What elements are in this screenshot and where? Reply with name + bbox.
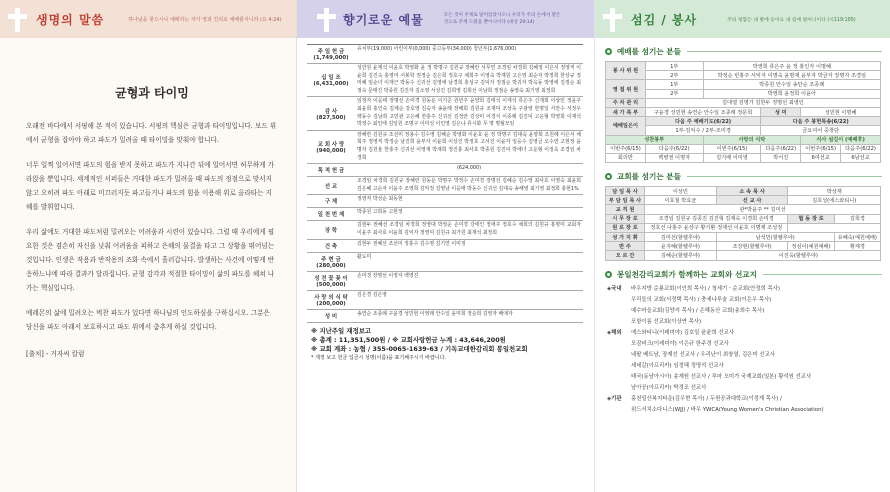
mission-category: ◈기관 xyxy=(607,395,622,402)
offering-amount: (6,431,000) xyxy=(313,81,349,88)
offering-donors: 장혜란 김원규 조선미 정용수 김수영 김혜순 박영화 이윤호 윤 정 박명구 김대숙 윤양희 조원례 이은서 채희주 정영직 박정순 남진희 윤부자 이윤희 이상진 박정호 고서진 이윤자 임응수 김영금 오수연 고현정 윤명자 김원율 한홍주 신귀선 이영재 박재희 정진홍 최사호 박종원 김진덕 박에녀 고운형 이정욱 조경임 차경희 xyxy=(357,131,581,161)
service-header xyxy=(595,0,890,38)
mission-text: 예수마을교회(김양지 목사) / 은혜동산 교회(송희수 목사) xyxy=(631,307,765,314)
mission-text: 바우지방 순룡교회(이인희 목사) / 청세기ㆍ순교회(안정희 목사) xyxy=(631,285,780,292)
offering-row xyxy=(307,131,583,164)
offering-donors: 임정자 이을태 장명선 손미경 원동운 이기준 원빈주 윤양희 김태석 이재석 류은주 신재희 이상민 정윤주 최윤희 홍인숙 김계순 강호영 김숙자 송윤례 장해희 김원규 조재덕 조상욱 구광영 한명일 서만수 서정우 백동수 김남희 고민관 고은혜 한홍주 신귀선 김정란 김상미 이경식 이종례 김진덕 고운형 박영희 이재석 박정수 최인태 김일원 조명구 이미성 이인영 김은냐 류시화 무 명 명월모임 xyxy=(357,98,581,128)
mission-text: 네팔 베트남, 장재선 선교사 / 우리난이 최창열, 김은미 선교사 xyxy=(631,351,775,358)
mission-category xyxy=(607,295,631,306)
offering-category-name: 구 제 xyxy=(324,199,338,206)
mission-item xyxy=(607,372,890,383)
sermon-paragraph: 오래전 바다에서 서핑해 본 적이 있습니다. 서핑의 핵심은 균형과 타이밍입니다. 보드 위에서 균형을 잡아야 하고 파도가 밀려올 때 타이밍을 맞춰야 합니다. xyxy=(26,122,277,144)
offering-donors: 성만원 윤재석 이윤호 박영화 윤 정 박명구 김원규 장혜란 서무연 조경임 차경희 김혜정 이은서 정영직 이윤희 김진숙 홍영미 서봉학 권정순 김은희 정호구 채희주 이영숙 박재원 고은영 최순자 박정희 한상규 정미혜 임순녀 이재근 박동수 신귀선 김영애 남경희 홍성구 김덕자 정점순 박귀자 박옥동 박영애 김정순 최정숙 문태진 박종원 김진자 김소영 서상진 김희영 김희선 이남희 정점순 송영숙 최기영 최정희 xyxy=(357,65,581,94)
bullet-icon xyxy=(605,271,612,278)
sermon-panel xyxy=(0,0,297,492)
offering-category-name: 일 천 번 제 xyxy=(317,212,345,219)
mission-category xyxy=(607,317,631,328)
offering-category-name: 건 축 xyxy=(324,243,338,250)
mission-item xyxy=(607,405,890,416)
offering-donors: 유치부(19,000) 어린이부(0,000) 중고등부(34,000) 청년부(1,676,000) xyxy=(357,46,517,52)
mission-item xyxy=(607,317,890,328)
mission-text: 우리들의 교회(서정택 목사) / 충세나루술 교회(이은우 목사) xyxy=(631,296,772,303)
offering-table xyxy=(307,44,583,323)
mission-category: ◈해외 xyxy=(607,329,622,336)
offering-panel xyxy=(297,0,595,492)
section-title: 봉일천감리교회가 함께하는 교회와 선교지 xyxy=(617,269,757,279)
section-title: 예배를 섬기는 분들 xyxy=(617,47,681,56)
mission-text: 위드서치소다니스(WJJ) / 바우 YWCA(Young Women's Christian Association) xyxy=(631,406,824,413)
mission-list xyxy=(607,284,890,416)
mission-category: ◈국내 xyxy=(607,285,622,292)
summary-line: ※ 교회 계좌 : 농협 / 355-0065-1639-63 / 기독교대한감리회 봉일천교회 xyxy=(311,344,528,353)
offering-category-name: 성 미 xyxy=(324,313,338,320)
mission-item xyxy=(607,295,890,306)
mission-item xyxy=(607,361,890,372)
offering-category xyxy=(307,177,355,194)
offering-row xyxy=(307,164,583,177)
service-header-verse: 주의 청함은 내 발에 등이요 내 길에 빛이니이다 (시119:105) xyxy=(727,17,856,23)
mission-category xyxy=(607,372,631,383)
mission-item xyxy=(607,306,890,317)
service-panel xyxy=(595,0,890,492)
offering-row xyxy=(307,272,583,291)
offering-amount: (827,500) xyxy=(316,114,346,121)
offering-category-name: 주 현 금 xyxy=(321,256,341,263)
offering-category-name: 주 일 헌 금 xyxy=(317,49,345,55)
offering-row xyxy=(307,253,583,272)
church-servers-table: 담 임 목 사 이상민 소 속 목 사 박상재 부 담 임 목 사 이효철 박효균 선 교 사 김호성(에스와티니) 교 직 원 관*박윤주 ** 김미선 시 무 장 로 조경임 김원규 김종진 김진혁 김재숙 이경희 손미경 협 동 장 로 김희경 원 로 장 로 정호선 나홍주 윤상구 황기환 정재선 이윤호 이명재 조성정 성 가 지 휘 김미선(할렐루야) 남석민(할렐루야) 유혜숙(예원예배) 반 주 윤지혜(할렐루야) 조강현(할렐루야) 정심이(예원예배) 황재경 오 르 간 김혜순(할렐루야) 이진옥(할렐루야) xyxy=(605,186,881,261)
sermon-paragraph: 우리 삶에도 거대한 파도처럼 밀려오는 어려움과 시련이 있습니다. 그럴 때 우리에게 필요한 것은 겸손히 자신을 낮춰 어려움을 피하고 은혜의 물결을 타고 그 상황을 뛰어넘는 것입니다. 인생은 작용과 반작용의 조화 속에서 흘러갑니다. 발생하는 사건에 어떻게 반응하느냐에 따라 결과가 달라집니다. 균형 감각과 적절한 타이밍이 삶의 파도를 헤쳐 나가는 핵심입니다. xyxy=(26,228,275,292)
summary-line: ※ 지난주일 재정보고 xyxy=(311,326,372,335)
sermon-paragraph: 예레몬의 삶에 밀려오는 벅찬 파도가 있다면 하나님의 인도하심을 구하십시오. 그분은 당신을 파도 아래서 보호하시고 파도 위에서 춤추게 하실 것입니다. xyxy=(26,309,270,331)
offering-row xyxy=(307,221,583,239)
offering-category xyxy=(307,131,355,163)
offering-category xyxy=(307,195,355,207)
section-heading xyxy=(605,46,890,57)
offering-category xyxy=(307,164,355,176)
offering-category-name: 교 회 사 랑 xyxy=(317,141,345,148)
offering-amount: (940,000) xyxy=(316,147,346,154)
offering-category xyxy=(307,64,355,96)
cross-icon xyxy=(6,6,28,32)
mission-item xyxy=(607,284,890,295)
offering-category xyxy=(307,272,355,290)
offering-amount: (500,000) xyxy=(316,281,346,288)
mission-text: 에스와티니(이레미야) 김호일 윤윤희 선교사 xyxy=(631,329,735,336)
offering-donors: 활도미 xyxy=(357,253,372,260)
offering-category xyxy=(307,240,355,252)
sermon-title: 균형과 타이밍 xyxy=(115,86,189,100)
sermon-header xyxy=(0,0,296,38)
offering-amount: (200,000) xyxy=(316,300,346,307)
offering-row xyxy=(307,291,583,310)
mission-item xyxy=(607,328,890,339)
offering-category-name: 감 사 xyxy=(324,108,338,115)
offering-category xyxy=(307,310,355,322)
service-header-title: 섬김 / 봉사 xyxy=(631,12,698,27)
section-title: 교회를 섬기는 분들 xyxy=(617,172,681,182)
summary-note: * 재정 보고 헌금 입금시 성명(이름)을 표기해주시기 바랍니다. xyxy=(311,354,447,361)
mission-category xyxy=(607,383,631,394)
worship-servers-table: 봉 사 위 원 1부 박영희 류은주 윤 정 홍인자 이명혜 2부 박정순 빈홍주 서익자 이명숙 윤명재 윤부자 박금자 장명자 조경임 영 접 위 원 1부 박종원 안수일 송안순 조종례 2부 박영희 윤정희 이윤아 주 차 관 리 김대열 김명가 김한두 정명선 최영인 새 가 족 부 구윤경 성민현 송연순 안수일 조종례 정문희 성 미 성민현 이명혜 예배일은이 다음 주 예배기도(6/22) 다음 주 봉헌특송(6/22) 1부-김익수 / 2부-조미경 금요여어 중창단 성찬봉투 사랑의 식탁 식사 섬김이 (예배후) 이번주(6/15) 다음주(6/22) 이번주(6/15) 다음주(6/22) 이번주(6/15) 다음주(6/22) 회의반 백병권 이명자 김기배 이미영 박서진 6여선교 6남선교 xyxy=(605,61,881,163)
offering-donors: 조경임 차경희 김원규 장혜란 원동운 박명구 박정수 손미경 장명선 김혜순 김수영 최사호 이영숙 최윤희 김은혜 고순자 이윤주 조영희 김익정 김영남 이을태 박동수 신귀선 김대숙 송해영 최기영 최정희 홍현1% xyxy=(357,178,581,192)
sermon-paragraph: 너무 일찍 일어서면 파도의 힘을 받지 못하고 파도가 지나간 뒤에 일어서면 허무하게 가라앉을 뿐입니다. 세계적인 서퍼들은 거대한 파도가 밀려올 때 파도의 정점으로 맞서지 않고 오히려 파도 아래로 미끄러지듯 파고들거나 파도의 힘을 이용해 위로 올라타는 지혜를 발휘합니다. xyxy=(26,161,275,211)
mission-category xyxy=(607,306,631,317)
mission-category xyxy=(607,361,631,372)
mission-text: 남아공(아프리카) 박경조 선교사 xyxy=(631,384,707,391)
sermon-source: [출처] - 거자씨 칼럼 xyxy=(26,350,85,358)
offering-category xyxy=(307,291,355,309)
offering-category-name: 목 적 헌 금 xyxy=(317,168,345,175)
offering-category xyxy=(307,208,355,220)
offering-category xyxy=(307,221,355,238)
offering-category xyxy=(307,45,355,63)
offering-category-name: 사 랑 의 식 탁 xyxy=(314,294,348,301)
offering-row xyxy=(307,208,583,221)
offering-donors: (624,000) xyxy=(456,165,482,172)
mission-text: 홍천일산복지타운(김우현 목사) / 두원공과대학교(이정재 목사) / xyxy=(631,395,782,402)
offering-donors: 김은경 김은영 xyxy=(357,291,387,298)
cross-icon xyxy=(601,6,623,32)
section-heading xyxy=(605,171,890,182)
sermon-header-title: 생명의 말씀 xyxy=(36,12,105,27)
offering-category-name: 십 일 조 xyxy=(321,75,341,82)
offering-row xyxy=(307,177,583,195)
offering-row xyxy=(307,240,583,253)
offering-header xyxy=(297,0,594,38)
offering-header-title: 향기로운 예물 xyxy=(343,12,424,27)
offering-donors: 김현두 권혜선 조선미 정홍수 김수영 김기연 이미정 xyxy=(357,240,466,247)
offering-amount: (1,749,000) xyxy=(313,55,349,61)
offering-row xyxy=(307,97,583,130)
mission-text: 포항이름 선교회(이상연 목사) xyxy=(631,318,702,325)
offering-row xyxy=(307,310,583,323)
offering-donors: 정영직 박성순 최동현 xyxy=(357,196,403,203)
bullet-icon xyxy=(605,173,612,180)
offering-header-verse: 모든 것이 주께로 말미암았사오니 우리가 주의 손에서 받은 것으로 주께 드렸을 뿐이니이다 (대상 29:14) xyxy=(443,13,561,25)
offering-category-name: 선 교 xyxy=(324,183,338,190)
mission-text: 모잠비크(이레미야) 이은규 한주경 선교사 xyxy=(631,340,729,347)
summary-line: ※ 총계 : 11,351,500원 / ※ 교회사랑헌금 누계 : 43,646,200원 xyxy=(311,335,506,344)
offering-row xyxy=(307,195,583,208)
sermon-header-verse: 하나님을 찾으시나 예배하는 자가 영과 진리로 예배할지니라 (요 4:24) xyxy=(128,16,282,23)
mission-item xyxy=(607,339,890,350)
offering-category xyxy=(307,97,355,129)
section-heading xyxy=(605,269,890,280)
finance-summary xyxy=(311,327,594,363)
offering-row xyxy=(307,45,583,64)
mission-category xyxy=(607,339,631,350)
offering-category-name: 장 학 xyxy=(324,227,338,234)
mission-item xyxy=(607,383,890,394)
mission-text: 태국(동남아시아) 송재원 선교사 / 루마 오미가 국제교회(일본) 황석원 선교사 xyxy=(631,373,812,380)
offering-donors: 박종원 고희동 고현정 xyxy=(357,209,403,216)
mission-item xyxy=(607,350,890,361)
offering-amount: (280,000) xyxy=(316,262,346,269)
offering-category-name: 성 전 꽃 꽂 이 xyxy=(314,275,348,282)
offering-donors: 송연순 조종례 구윤경 성민현 이영래 안수일 윤미희 정순희 김영자 배애자 xyxy=(357,310,513,317)
mission-category xyxy=(607,405,631,416)
mission-item xyxy=(607,394,890,405)
offering-donors: 손미경 장명선 이정자 백영진 xyxy=(357,272,419,279)
offering-category xyxy=(307,253,355,271)
offering-row xyxy=(307,64,583,97)
offering-donors: 김현두 권혜선 조경임 차경희 정영대 박정순 손미경 강태인 정애주 정호수 채희의 김원규 홍명미 교회자 이윤주 최사호 이윤희 김익자 정영덕 김원규 최가원 최재석 최정희 xyxy=(357,222,581,236)
mission-category xyxy=(607,350,631,361)
mission-text: 세네갈(아프리카) 임정혜 정명석 선교사 xyxy=(631,362,724,369)
cross-icon xyxy=(315,6,337,32)
bullet-icon xyxy=(605,48,612,55)
